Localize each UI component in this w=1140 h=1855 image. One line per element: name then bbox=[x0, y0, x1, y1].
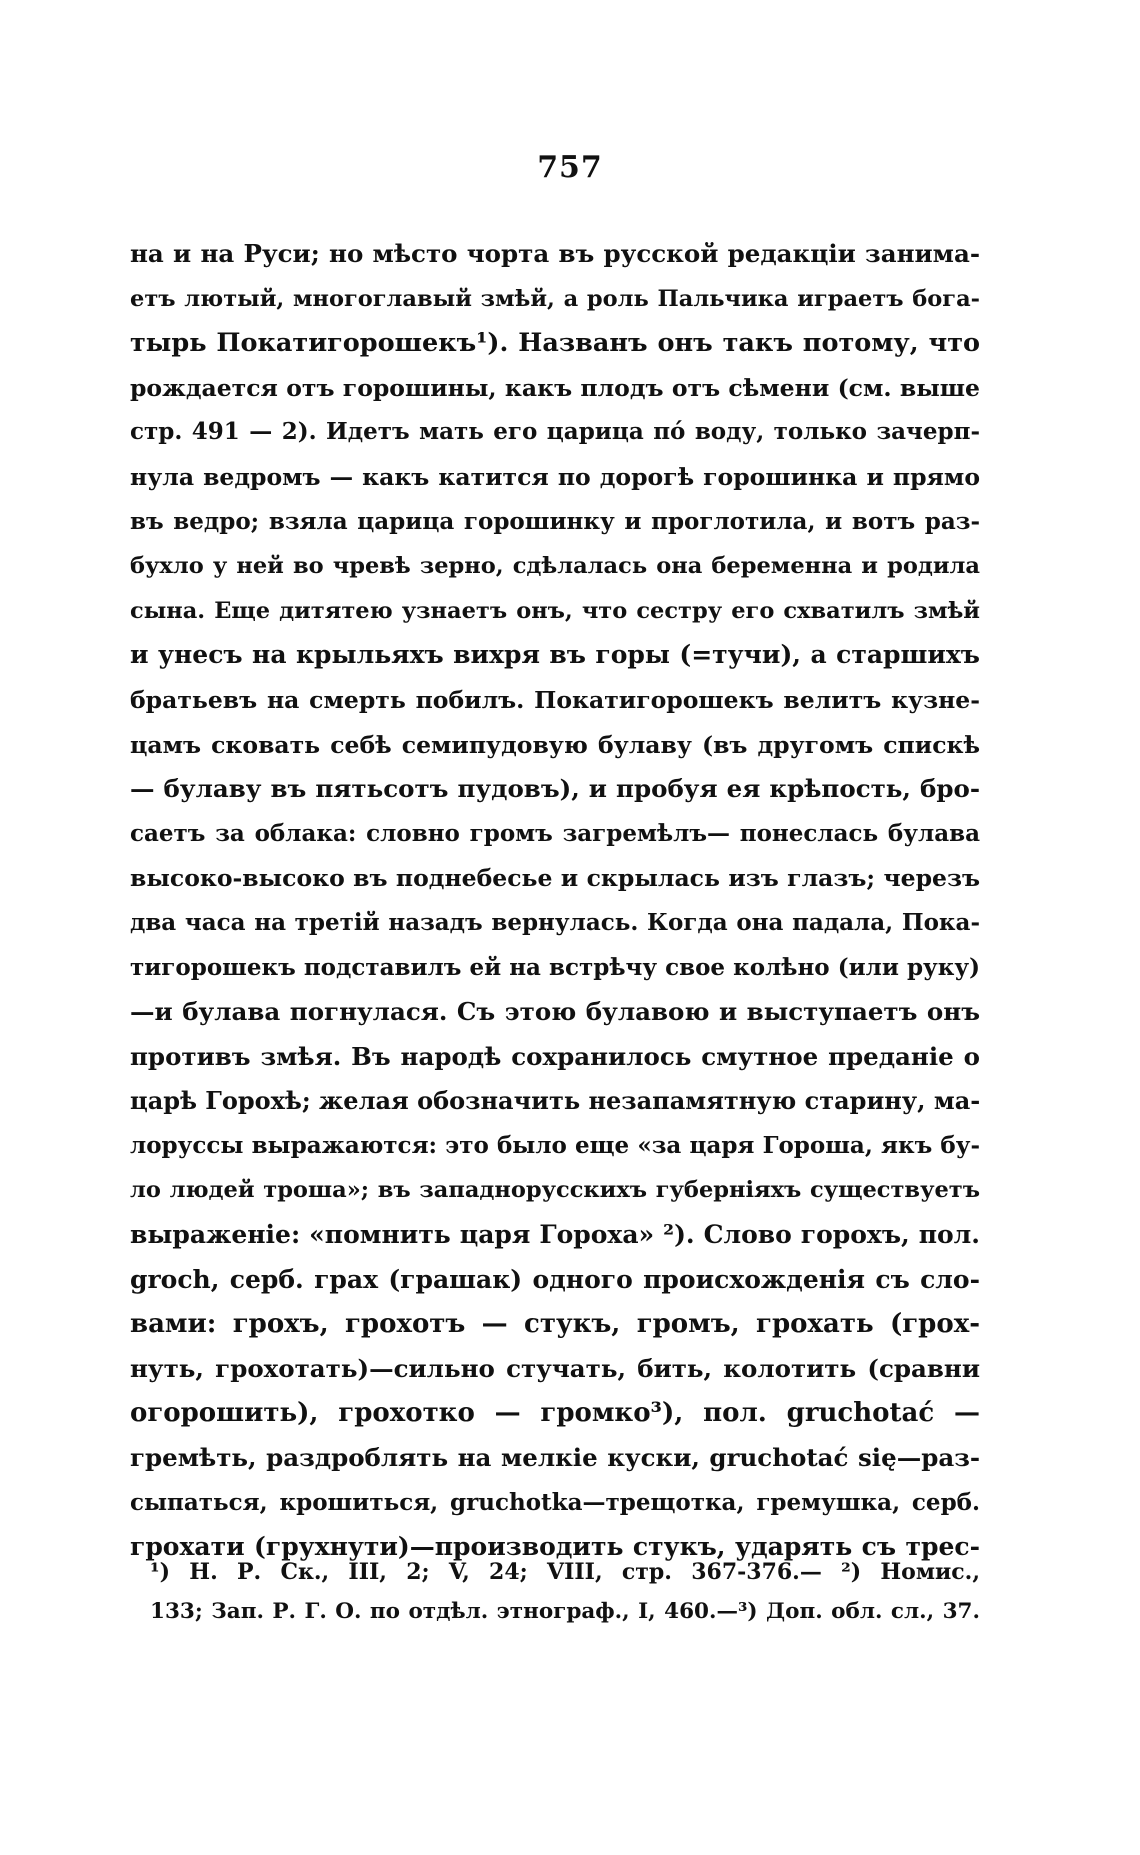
footnote-line: ¹) Н. Р. Ск., III, 2; V, 24; VIII, стр. 367-376.— ²) Номис., bbox=[150, 1559, 980, 1585]
page-number: 757 bbox=[537, 150, 603, 185]
text-line: цамъ сковать себѣ семипудовую булаву (въ другомъ спискѣ bbox=[130, 730, 980, 759]
text-line: выраженіе: «помнить царя Гороха» ²). Слово горохъ, пол. bbox=[130, 1220, 980, 1250]
footnote-line: 133; Зап. Р. Г. О. по отдѣл. этнограф., I, 460.—³) Доп. обл. сл., 37. bbox=[150, 1599, 980, 1624]
text-line: етъ лютый, многоглавый змѣй, а роль Пальчика играетъ бога- bbox=[130, 285, 980, 312]
text-line: братьевъ на смерть побилъ. Покатигорошекъ велитъ кузне- bbox=[130, 685, 980, 714]
text-line: сына. Еще дитятею узнаетъ онъ, что сестру его схватилъ змѣй bbox=[130, 597, 980, 624]
text-line: огорошить), грохотко — громко³), пол. gruchotać — bbox=[130, 1398, 980, 1429]
text-line: гремѣть, раздроблять на мелкіе куски, gruchotać się—раз- bbox=[130, 1443, 980, 1473]
text-line: — булаву въ пятьсотъ пудовъ), и пробуя ея крѣпость, бро- bbox=[130, 774, 980, 804]
text-line: сыпаться, крошиться, gruchotka—трещотка, гремушка, серб. bbox=[130, 1488, 980, 1516]
text-line: два часа на третій назадъ вернулась. Когда она падала, Пока- bbox=[130, 908, 980, 936]
text-line: вами: грохъ, грохотъ — стукъ, громъ, грохать (грох- bbox=[130, 1309, 980, 1340]
text-line: ло людей троша»; въ западнорусскихъ губерніяхъ существуетъ bbox=[130, 1177, 980, 1204]
text-line: высоко-высоко въ поднебесье и скрылась изъ глазъ; черезъ bbox=[130, 864, 980, 893]
text-line: —и булава погнулася. Съ этою булавою и выступаетъ онъ bbox=[130, 997, 980, 1027]
text-line: тырь Покатигорошекъ¹). Названъ онъ такъ потому, что bbox=[130, 328, 980, 359]
text-line: нула ведромъ — какъ катится по дорогѣ горошинка и прямо bbox=[130, 462, 980, 491]
text-line: на и на Руси; но мѣсто чорта въ русской редакціи занима- bbox=[130, 239, 980, 268]
text-line: противъ змѣя. Въ народѣ сохранилось смутное преданіе о bbox=[130, 1041, 980, 1071]
text-line: рождается отъ горошины, какъ плодъ отъ сѣмени (см. выше bbox=[130, 373, 980, 402]
text-line: стр. 491 — 2). Идетъ мать его царица пó воду, только зачерп- bbox=[130, 418, 980, 446]
text-line: царѣ Горохѣ; желая обозначить незапамятную старину, ма- bbox=[130, 1086, 980, 1116]
text-line: бухло у ней во чревѣ зерно, сдѣлалась она беременна и родила bbox=[130, 553, 980, 580]
text-line: тигорошекъ подставилъ ей на встрѣчу свое колѣно (или руку) bbox=[130, 953, 980, 981]
text-line: и унесъ на крыльяхъ вихря въ горы (=тучи), а старшихъ bbox=[130, 640, 980, 670]
text-line: нуть, грохотать)—сильно стучать, бить, колотить (сравни bbox=[130, 1353, 980, 1383]
body-text bbox=[130, 232, 980, 1570]
text-line: саетъ за облака: словно громъ загремѣлъ— понеслась булава bbox=[130, 819, 980, 847]
text-line: грохати (грухнути)—производить стукъ, ударять съ трес- bbox=[130, 1532, 980, 1562]
footnotes bbox=[150, 1552, 980, 1632]
text-line: groch, серб. грах (грашак) одного происхожденія съ сло- bbox=[130, 1264, 980, 1294]
text-line: лоруссы выражаются: это было еще «за царя Гороша, якъ бу- bbox=[130, 1131, 980, 1159]
text-line: въ ведро; взяла царица горошинку и проглотила, и вотъ раз- bbox=[130, 507, 980, 535]
